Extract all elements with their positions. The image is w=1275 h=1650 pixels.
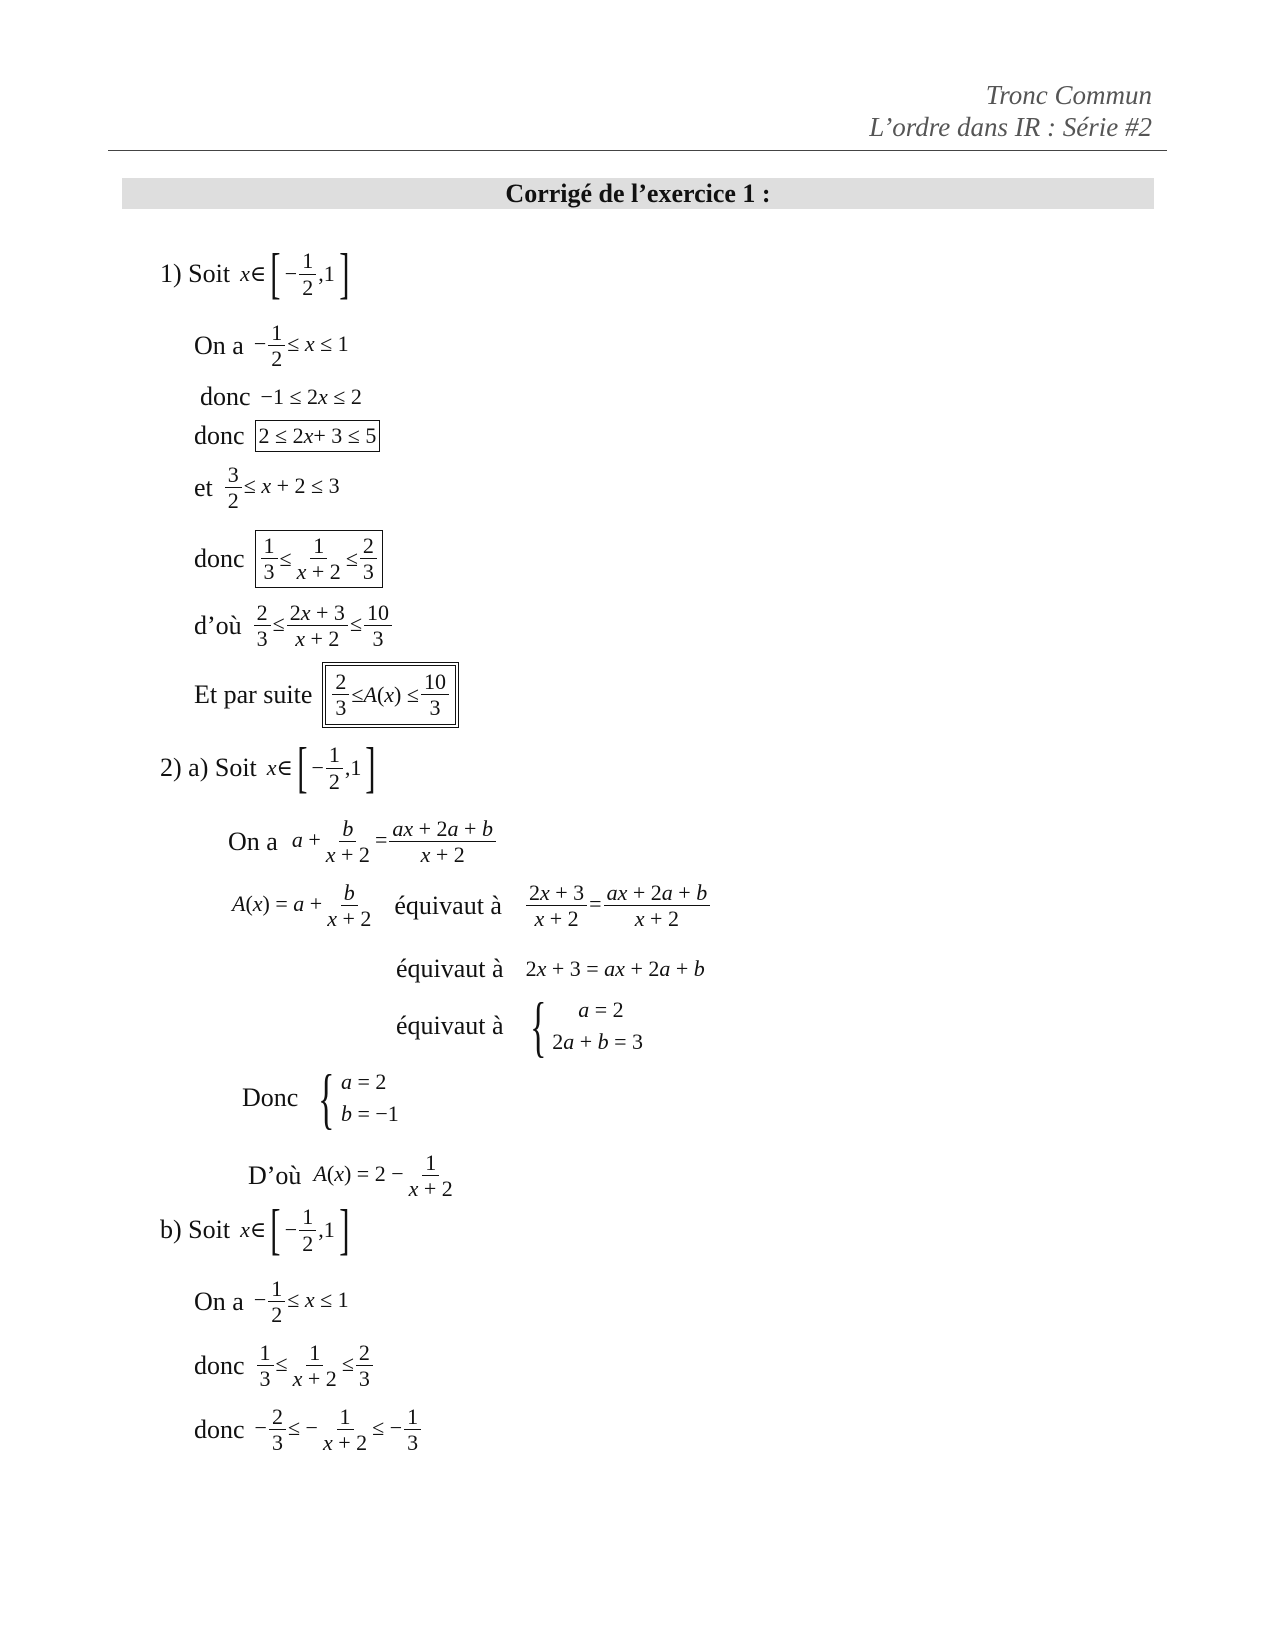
part1-soit: 1) Soit x∈ [ − $\frac{1}{2}$ ,1 ]: [160, 246, 353, 302]
part2b-donc1: donc $\frac{1}{3}$ ≤ $\frac{1}{x + 2}$ ≤ $\frac{2}{3}$: [194, 1340, 375, 1392]
part2a-on-a: On a a + $\frac{b}{x + 2}$ = $\frac{ax + 2a + b}{x + 2}$: [228, 816, 498, 868]
part2b-donc2: donc − $\frac{2}{3}$ ≤ − $\frac{1}{x + 2}$ ≤ − $\frac{1}{3}$: [194, 1404, 423, 1456]
part1-on-a: On a − $\frac{1}{2}$ ≤ x ≤ 1: [194, 320, 349, 372]
part2a-soit: 2) a) Soit x∈ [ − $\frac{1}{2}$ ,1 ]: [160, 740, 380, 796]
boxed-result: $\frac{1}{3}$ ≤ $\frac{1}{x + 2}$ ≤ $\frac{2}{3}$: [255, 530, 383, 588]
part2a-donc: Donc { a = 2 b = −1: [242, 1060, 399, 1136]
header-course: Tronc Commun: [985, 80, 1152, 110]
header-series: L’ordre dans IR : Série #2: [869, 112, 1152, 142]
system-of-equations: { a = 2 2a + b = 3: [529, 988, 644, 1064]
part1-donc1: donc −1 ≤ 2x ≤ 2: [200, 382, 362, 411]
part2b-soit: b) Soit x∈ [ − $\frac{1}{2}$ ,1 ]: [160, 1202, 353, 1258]
part1-et-par-suite: Et par suite $\frac{2}{3}$ ≤ A ( x ) ≤ $\frac{10}{3}$: [194, 662, 459, 728]
interval: [ − $\frac{1}{2}$ ,1 ]: [297, 737, 376, 799]
interval: [ − $\frac{1}{2}$ ,1 ]: [270, 243, 350, 305]
part1-et: et $\frac{3}{2}$ ≤ x + 2 ≤ 3: [194, 462, 340, 514]
part2b-on-a: On a − $\frac{1}{2}$ ≤ x ≤ 1: [194, 1276, 349, 1328]
part1-donc3: donc $\frac{1}{3}$ ≤ $\frac{1}{x + 2}$ ≤ $\frac{2}{3}$: [194, 530, 383, 588]
part1-dou: d’où $\frac{2}{3}$ ≤ $\frac{2x + 3}{x + 2}$ ≤ $\frac{10}{3}$: [194, 600, 394, 652]
title-bar: [122, 178, 1154, 209]
interval: [ − $\frac{1}{2}$ ,1 ]: [270, 1199, 350, 1261]
part2a-dou: D’où A(x) = 2 − $\frac{1}{x + 2}$: [248, 1150, 453, 1202]
part2a-equiv2: équivaut à 2x + 3 = ax + 2a + b: [396, 954, 705, 983]
system-solution: { a = 2 b = −1: [318, 1060, 399, 1136]
part2a-equiv1: A(x) = a + $\frac{b}{x + 2}$ équivaut à $\frac{2x + 3}{x + 2}$ = $\frac{ax + 2a + b}{x + 2}$: [232, 880, 712, 932]
part1-donc2: donc 2 ≤ 2 x + 3 ≤ 5: [194, 420, 380, 452]
page-title: Corrigé de l’exercice 1 :: [505, 179, 771, 208]
part2a-equiv3: équivaut à { a = 2 2a + b = 3: [396, 988, 644, 1064]
boxed-result: 2 ≤ 2 x + 3 ≤ 5: [255, 420, 381, 452]
header-rule: [108, 150, 1167, 151]
double-boxed-result: $\frac{2}{3}$ ≤ A ( x ) ≤ $\frac{10}{3}$: [322, 662, 459, 728]
